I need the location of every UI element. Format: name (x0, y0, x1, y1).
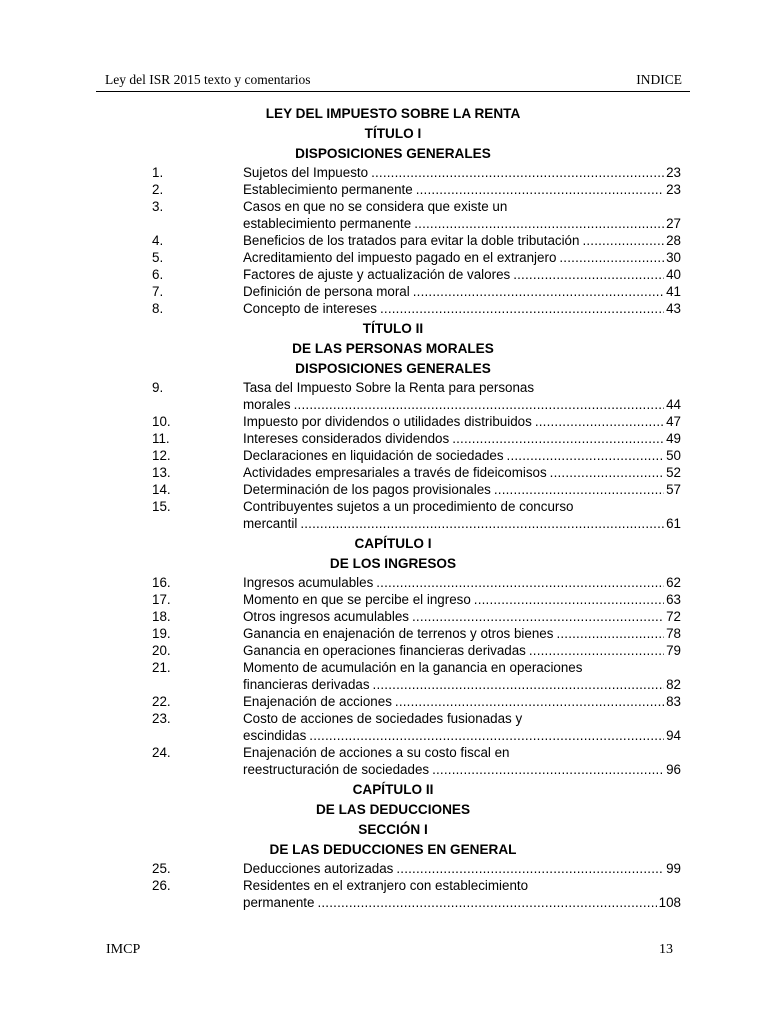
toc-heading: SECCIÓN I (358, 822, 428, 837)
dot-leader (380, 300, 664, 317)
toc-entry-title: permanente (243, 895, 315, 910)
toc-entry-number: 17. (152, 592, 171, 607)
toc-entry-title: Costo de acciones de sociedades fusionadas y (243, 711, 523, 726)
toc-entry-page: 57 (666, 482, 681, 497)
dot-leader (300, 515, 664, 532)
toc-entry (0, 625, 768, 642)
dot-leader (559, 249, 664, 266)
toc-entry-number: 9. (152, 380, 164, 395)
table-of-contents (0, 104, 768, 911)
toc-entry-number: 11. (152, 431, 170, 446)
toc-entry-title: Momento de acumulación en la ganancia en operaciones (243, 660, 583, 675)
dot-leader (529, 642, 664, 659)
dot-leader (535, 413, 664, 430)
toc-entry-number: 14. (152, 482, 171, 497)
toc-entry (0, 430, 768, 447)
toc-entry (0, 744, 768, 778)
toc-entry-page: 41 (666, 284, 681, 299)
toc-entry (0, 877, 768, 911)
dot-leader (474, 591, 664, 608)
toc-entry-page: 23 (666, 182, 681, 197)
toc-entry (0, 498, 768, 532)
toc-entry-page: 79 (666, 643, 681, 658)
toc-entry (0, 659, 768, 693)
toc-entry (0, 266, 768, 283)
toc-entry-number: 24. (152, 745, 171, 760)
toc-entry-page: 40 (666, 267, 681, 282)
toc-entry-title: Impuesto por dividendos o utilidades distribuidos (243, 414, 532, 429)
toc-entry-page: 44 (666, 397, 681, 412)
toc-entry-number: 7. (152, 284, 164, 299)
toc-entry-title: financieras derivadas (243, 677, 370, 692)
toc-entry-number: 21. (152, 660, 171, 675)
toc-entry (0, 464, 768, 481)
toc-heading: DE LOS INGRESOS (329, 556, 457, 571)
toc-entry-number: 18. (152, 609, 171, 624)
dot-leader (309, 727, 664, 744)
toc-entry (0, 642, 768, 659)
toc-entry-title: Residentes en el extranjero con establecimiento (243, 878, 529, 893)
toc-entry-title: Definición de persona moral (243, 284, 410, 299)
toc-entry-title: Declaraciones en liquidación de sociedades (243, 448, 504, 463)
toc-entry-title: Casos en que no se considera que existe un (243, 199, 508, 214)
toc-entry-number: 8. (152, 301, 164, 316)
toc-entry-page: 94 (666, 728, 681, 743)
toc-entry-page: 82 (666, 677, 681, 692)
toc-entry-title: Determinación de los pagos provisionales (243, 482, 491, 497)
toc-heading: DISPOSICIONES GENERALES (295, 146, 491, 161)
toc-entry-title: Deducciones autorizadas (243, 861, 394, 876)
toc-entry (0, 379, 768, 413)
toc-entry-page: 49 (666, 431, 681, 446)
toc-entry (0, 413, 768, 430)
toc-entry-title: Otros ingresos acumulables (243, 609, 409, 624)
toc-entry-title: Concepto de intereses (243, 301, 377, 316)
toc-entry-title: Ganancia en operaciones financieras derivadas (243, 643, 526, 658)
toc-entry-page: 61 (666, 516, 681, 531)
toc-entry-number: 16. (152, 575, 171, 590)
toc-entry-title: Ingresos acumulables (243, 575, 374, 590)
toc-entry (0, 608, 768, 625)
toc-entry-title: Momento en que se percibe el ingreso (243, 592, 471, 607)
toc-heading: DISPOSICIONES GENERALES (295, 361, 491, 376)
dot-leader (395, 693, 664, 710)
toc-entry (0, 481, 768, 498)
toc-entry-number: 5. (152, 250, 164, 265)
toc-entry (0, 693, 768, 710)
toc-entry (0, 249, 768, 266)
toc-heading: TÍTULO I (364, 126, 422, 141)
header-section: INDICE (636, 72, 682, 87)
toc-entry-page: 99 (666, 861, 681, 876)
toc-entry-page: 23 (666, 165, 681, 180)
toc-entry (0, 574, 768, 591)
toc-entry-number: 2. (152, 182, 164, 197)
toc-entry-title: Intereses considerados dividendos (243, 431, 450, 446)
toc-entry-page: 63 (666, 592, 681, 607)
dot-leader (373, 676, 665, 693)
toc-entry-title: Establecimiento permanente (243, 182, 413, 197)
dot-leader (416, 181, 664, 198)
toc-entry-number: 1. (152, 165, 164, 180)
toc-entry-title: Actividades empresariales a través de fideicomisos (243, 465, 547, 480)
toc-entry-number: 12. (152, 448, 171, 463)
toc-entry-title: morales (243, 397, 291, 412)
toc-heading: LEY DEL IMPUESTO SOBRE LA RENTA (265, 106, 521, 121)
toc-entry-title: Sujetos del Impuesto (243, 165, 369, 180)
dot-leader (507, 447, 665, 464)
toc-entry-page: 50 (666, 448, 681, 463)
toc-entry-number: 19. (152, 626, 171, 641)
toc-entry (0, 591, 768, 608)
dot-leader (376, 574, 664, 591)
toc-entry-number: 26. (152, 878, 171, 893)
toc-entry-page: 78 (666, 626, 681, 641)
dot-leader (371, 164, 664, 181)
dot-leader (413, 283, 664, 300)
toc-entry-page: 47 (666, 414, 681, 429)
toc-entry (0, 198, 768, 232)
toc-entry-page: 28 (666, 233, 681, 248)
toc-heading: CAPÍTULO I (354, 536, 432, 551)
toc-entry-number: 3. (152, 199, 164, 214)
toc-entry-page: 52 (666, 465, 681, 480)
toc-entry-title: Enajenación de acciones (243, 694, 392, 709)
toc-entry-title: escindidas (243, 728, 307, 743)
toc-entry-page: 62 (666, 575, 681, 590)
dot-leader (494, 481, 664, 498)
dot-leader (452, 430, 664, 447)
toc-entry-title: Acreditamiento del impuesto pagado en el extranjero (243, 250, 557, 265)
toc-entry (0, 181, 768, 198)
toc-entry-page: 108 (658, 895, 681, 910)
page-number: 13 (659, 942, 673, 957)
toc-entry-number: 6. (152, 267, 164, 282)
toc-entry-number: 22. (152, 694, 171, 709)
toc-entry-title: Contribuyentes sujetos a un procedimiento de concurso (243, 499, 574, 514)
toc-entry-number: 13. (152, 465, 171, 480)
running-header (96, 71, 690, 92)
toc-entry-title: Factores de ajuste y actualización de valores (243, 267, 511, 282)
toc-entry (0, 860, 768, 877)
header-title: Ley del ISR 2015 texto y comentarios (105, 72, 311, 87)
toc-entry-number: 15. (152, 499, 171, 514)
toc-entry-number: 23. (152, 711, 171, 726)
toc-entry-title: Enajenación de acciones a su costo fiscal en (243, 745, 510, 760)
dot-leader (513, 266, 664, 283)
footer-publisher: IMCP (106, 942, 141, 957)
toc-entry-number: 25. (152, 861, 171, 876)
toc-entry-number: 20. (152, 643, 171, 658)
dot-leader (294, 396, 664, 413)
toc-entry-page: 96 (666, 762, 681, 777)
toc-entry-page: 27 (666, 216, 681, 231)
toc-entry-page: 83 (666, 694, 681, 709)
toc-entry (0, 283, 768, 300)
toc-entry-title: reestructuración de sociedades (243, 762, 430, 777)
dot-leader (556, 625, 664, 642)
dot-leader (396, 860, 664, 877)
toc-heading: DE LAS PERSONAS MORALES (292, 341, 494, 356)
toc-entry-title: Tasa del Impuesto Sobre la Renta para personas (243, 380, 535, 395)
dot-leader (414, 215, 664, 232)
toc-heading: DE LAS DEDUCCIONES (315, 802, 471, 817)
toc-entry-title: establecimiento permanente (243, 216, 412, 231)
toc-entry-title: Ganancia en enajenación de terrenos y otros bienes (243, 626, 554, 641)
toc-entry-title: mercantil (243, 516, 298, 531)
toc-entry-number: 10. (152, 414, 171, 429)
toc-heading: CAPÍTULO II (352, 782, 434, 797)
toc-entry (0, 710, 768, 744)
dot-leader (317, 894, 656, 911)
dot-leader (432, 761, 664, 778)
toc-entry-number: 4. (152, 233, 164, 248)
dot-leader (412, 608, 664, 625)
toc-entry-page: 43 (666, 301, 681, 316)
toc-heading: TÍTULO II (362, 321, 424, 336)
toc-entry-page: 30 (666, 250, 681, 265)
toc-entry-title: Beneficios de los tratados para evitar la doble tributación (243, 233, 580, 248)
toc-entry (0, 232, 768, 249)
dot-leader (550, 464, 664, 481)
toc-entry (0, 447, 768, 464)
dot-leader (582, 232, 664, 249)
toc-entry (0, 300, 768, 317)
toc-heading: DE LAS DEDUCCIONES EN GENERAL (269, 842, 517, 857)
toc-entry-page: 72 (666, 609, 681, 624)
toc-entry (0, 164, 768, 181)
